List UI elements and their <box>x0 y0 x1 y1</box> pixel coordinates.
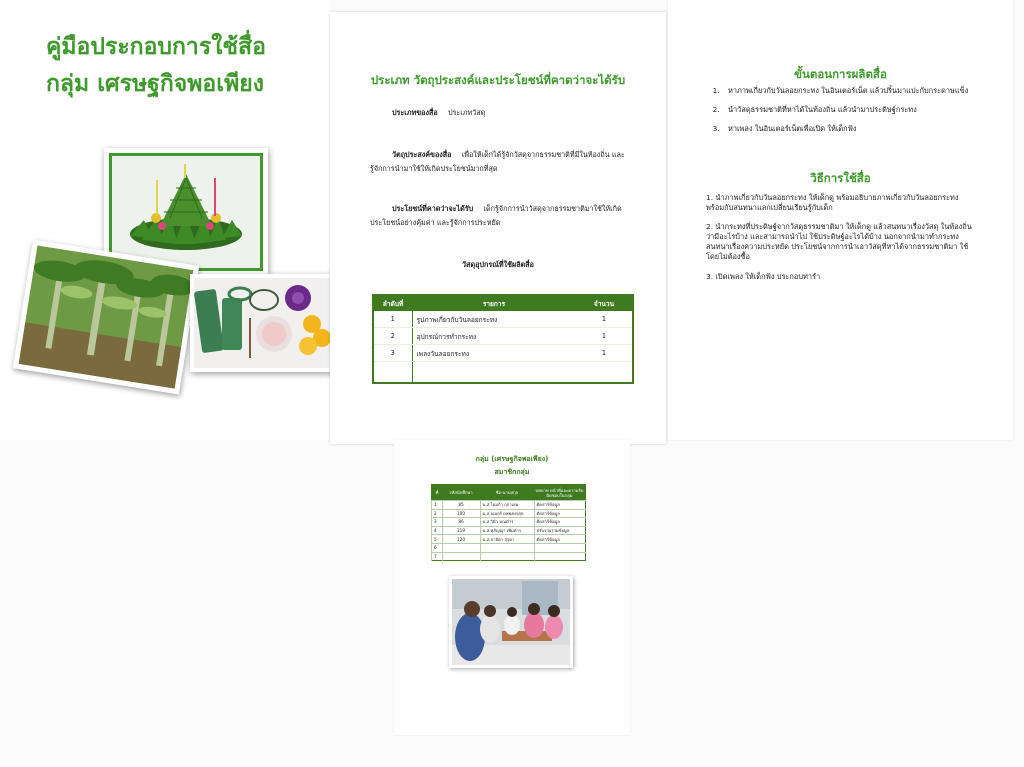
table-cell: ตัดสาร์ข้อมูล <box>534 501 586 510</box>
equipment-table-header <box>373 295 633 311</box>
table-cell: ตัดสาร์ข้อมูล <box>534 509 586 518</box>
table-cell: อุปกรณ์การทำกระทง <box>412 328 576 345</box>
table-cell <box>534 552 586 561</box>
members-table-header <box>432 485 586 501</box>
table-cell: 2 <box>373 328 412 345</box>
table-cell: เพลงวันลอยกระทง <box>412 345 576 362</box>
table-cell: 100 <box>442 509 480 518</box>
column-header: รหัสนักศึกษา <box>442 485 480 501</box>
table-cell <box>480 543 534 552</box>
table-cell: 1 <box>373 311 412 328</box>
benefit-paragraph <box>370 202 632 230</box>
benefit-text: เด็กรู้จักการนำวัสดุจากธรรมชาติมาใช้ให้เกิดประโยชน์อย่างคุ้มค่า และรู้จักการประหยัด <box>370 204 622 227</box>
list-item: 3. หาเพลง ในอินเตอร์เน็ตเพื่อเปิด ให้เด็กฟัง <box>722 124 1002 134</box>
table-cell: 1 <box>576 311 633 328</box>
column-header: บทบาท หน้าที่และความรับผิดชอบในกลุ่ม <box>534 485 586 501</box>
table-cell: 6 <box>432 543 443 552</box>
group-members-photo <box>449 576 573 668</box>
table-cell <box>373 362 412 384</box>
table-cell: 85 <box>442 501 480 510</box>
table-cell: 5 <box>432 535 443 544</box>
usage-paragraph: 3. เปิดเพลง ให้เด็กฟัง ประกอบท่ารำ <box>706 272 821 281</box>
banana-trees-photo <box>13 240 199 395</box>
table-row <box>373 311 633 328</box>
steps-list <box>706 86 1002 143</box>
table-row <box>432 509 586 518</box>
table-cell: 1 <box>576 345 633 362</box>
table-cell: น.ส.ปาลิดา สุรุดา <box>480 535 534 544</box>
column-header: จำนวน <box>576 295 633 311</box>
table-row <box>432 535 586 544</box>
purpose-page-title: ประเภท วัตถุประสงค์และประโยชน์ที่คาดว่าจะได้รับ <box>370 73 626 87</box>
table-row <box>432 552 586 561</box>
table-cell: 86 <box>442 518 480 527</box>
usage-paragraph: 1. นำภาพเกี่ยวกับวันลอยกระทง ให้เด็กดู พร้อมอธิบายภาพเกี่ยวกับวันลอยกระทง พร้อมกับสนทนาแลกเปลี่ยนเรียนรู้กับเด็ก <box>706 193 959 212</box>
members-table <box>431 484 586 561</box>
list-item: 1. หาภาพเกี่ยวกับวันลอยกระทง ในอินเตอร์เน็ต แล้วปริ้นมาแปะกับกระดาษแข็ง <box>722 86 1002 96</box>
media-type-value: ประเภทวัสดุ <box>447 108 486 117</box>
table-row-empty <box>373 362 633 384</box>
table-cell: 2 <box>432 509 443 518</box>
cover-page <box>0 0 330 440</box>
table-cell <box>480 552 534 561</box>
column-header: ที่ <box>432 485 443 501</box>
usage-paragraph: 2. นำกระทงที่ประดิษฐ์จากวัสดุธรรมชาติมา ให้เด็กดู แล้วสนทนาเรื่องวัสดุ ในท้องถิ่นว่ามีอะไรบ้าง และสามารถนำไป ใช้ประดิษฐ์อะไรได้บ้าง นอกจากนำมาทำกระทง สนทนาเรื่องความประหยัด ประโยชน์จากการนำเอาวัสดุที่หาได้จากธรรมชาติมา ใช้ โดยไม่ต้องซื้อ <box>706 222 972 261</box>
production-page <box>668 0 1013 440</box>
table-cell: น.ส.ณมยร์ ผลพงษรสุข <box>480 509 534 518</box>
media-type-label: ประเภทของสื่อ <box>392 108 438 117</box>
table-cell: รูปภาพเกี่ยวกับวันลอยกระทง <box>412 311 576 328</box>
objective-text: เพื่อให้เด็กได้รู้จักวัสดุจากธรรมชาติที่มีในท้องถิ่น และรู้จักการนำมาใช้ให้เกิดประโยชน์มากที่สุด <box>370 150 625 173</box>
table-cell <box>534 543 586 552</box>
column-header: ลำดับที่ <box>373 295 412 311</box>
table-cell: น.ส.วิมิว มณตำร <box>480 518 534 527</box>
table-row <box>432 501 586 510</box>
table-cell: 1 <box>432 501 443 510</box>
table-cell: ตัดสาร์ข้อมูล <box>534 535 586 544</box>
table-row <box>373 345 633 362</box>
cover-title-line2: กลุ่ม เศรษฐกิจพอเพียง <box>46 71 264 97</box>
table-cell: น.ส.ศุภัญญา เพิ่มดำร <box>480 526 534 535</box>
members-page <box>394 440 630 735</box>
objective-paragraph <box>370 148 632 176</box>
list-item: 2. นำวัสดุธรรมชาติที่หาได้ในท้องถิ่น แล้วนำมาประดิษฐ์กระทง <box>722 105 1002 115</box>
table-cell: 7 <box>432 552 443 561</box>
column-header: ชื่อ-นามสกุล <box>480 485 534 501</box>
benefit-label: ประโยชน์ที่คาดว่าจะได้รับ <box>392 204 474 213</box>
table-cell: 119 <box>442 526 480 535</box>
table-cell <box>412 362 576 384</box>
table-cell: 4 <box>432 526 443 535</box>
table-cell <box>442 552 480 561</box>
table-cell: ปรับรวบรวมข้อมูล <box>534 526 586 535</box>
table-cell <box>576 362 633 384</box>
column-header: รายการ <box>412 295 576 311</box>
table-cell: น.ส.ไอมก้า ฤกาเลม <box>480 501 534 510</box>
table-cell: 3 <box>432 518 443 527</box>
table-cell: 3 <box>373 345 412 362</box>
table-row <box>373 328 633 345</box>
krathong-materials-photo <box>190 274 330 372</box>
equipment-heading: วัสดุอุปกรณ์ที่ใช้ผลิตสื่อ <box>462 260 534 269</box>
table-cell: ตัดสาร์ข้อมูล <box>534 518 586 527</box>
equipment-table <box>372 294 634 384</box>
steps-heading: ขั้นตอนการผลิตสื่อ <box>794 67 887 81</box>
table-row <box>432 518 586 527</box>
table-row <box>432 526 586 535</box>
cover-title-line1: คู่มือประกอบการใช้สื่อ <box>46 34 266 60</box>
table-cell: 120 <box>442 535 480 544</box>
purpose-page <box>330 12 666 444</box>
table-row <box>432 543 586 552</box>
usage-heading: วิธีการใช้สื่อ <box>810 171 871 185</box>
members-page-title: กลุ่ม (เศรษฐกิจพอเพียง) <box>475 455 549 463</box>
members-page-subtitle: สมาชิกกลุ่ม <box>494 468 530 476</box>
objective-label: วัตถุประสงค์ของสื่อ <box>392 150 452 159</box>
media-type-row <box>392 106 654 120</box>
table-cell <box>442 543 480 552</box>
table-cell: 1 <box>576 328 633 345</box>
